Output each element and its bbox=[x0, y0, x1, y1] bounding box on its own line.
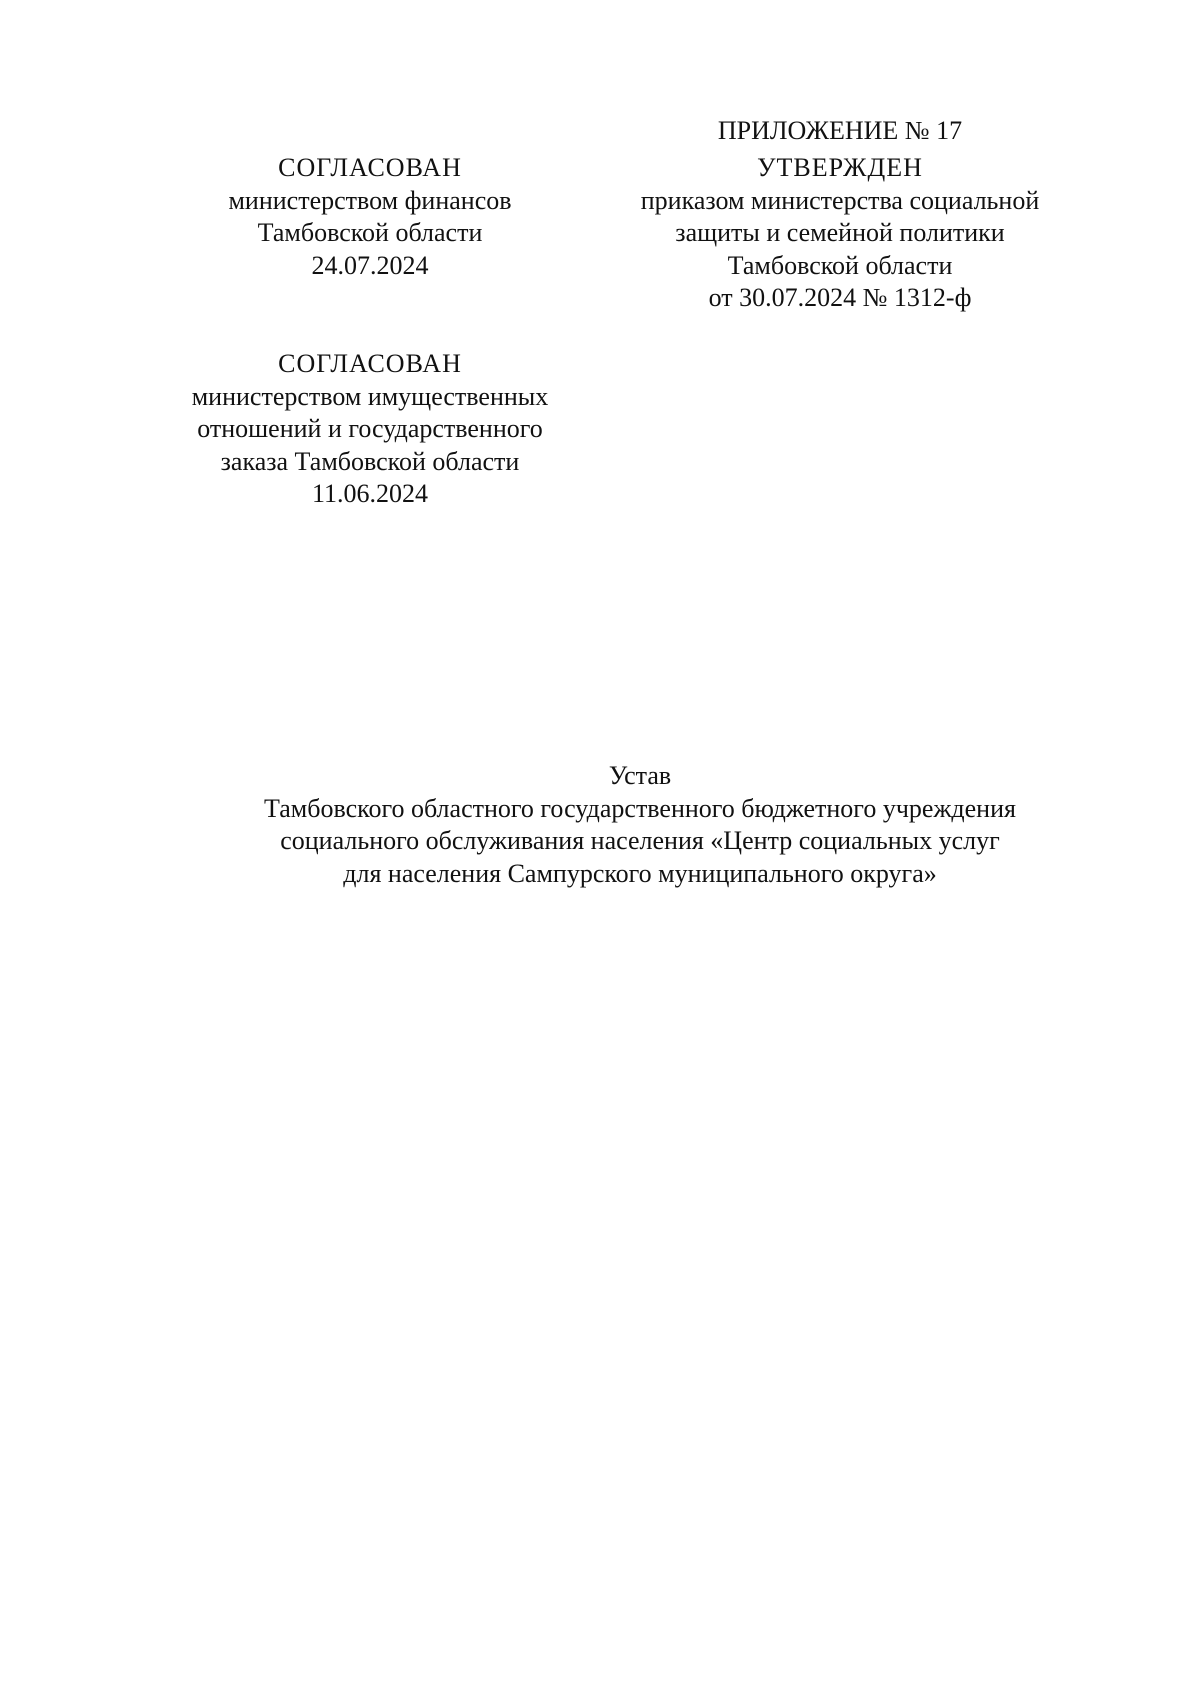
approved-stamp bbox=[560, 152, 1120, 315]
agreed-property-stamp bbox=[160, 348, 580, 511]
appendix-label: ПРИЛОЖЕНИЕ № 17 bbox=[717, 116, 963, 145]
agreed-finance-stamp bbox=[200, 152, 540, 282]
agreed-property-line: министерством имущественных bbox=[191, 381, 549, 411]
agreed-property-line: отношений и государственного bbox=[197, 414, 543, 443]
agreed-property-heading: СОГЛАСОВАН bbox=[278, 349, 462, 378]
approved-line: приказом министерства социальной bbox=[640, 185, 1040, 215]
appendix-block bbox=[560, 115, 1120, 148]
approved-order-line: от 30.07.2024 № 1312-ф bbox=[708, 283, 972, 312]
charter-subtitle-line: социального обслуживания населения «Центр социальных услуг bbox=[280, 826, 1000, 855]
agreed-finance-date: 24.07.2024 bbox=[311, 250, 429, 280]
charter-subtitle-line: для населения Сампурского муниципального округа» bbox=[343, 858, 937, 888]
charter-title-block bbox=[120, 760, 1160, 890]
agreed-property-line: заказа Тамбовской области bbox=[220, 446, 520, 476]
charter-subtitle-line: Тамбовского областного государственного бюджетного учреждения bbox=[264, 793, 1016, 823]
approved-heading: УТВЕРЖДЕН bbox=[757, 153, 923, 182]
charter-title: Устав bbox=[608, 761, 672, 790]
agreed-finance-line: Тамбовской области bbox=[257, 218, 483, 247]
agreed-finance-heading: СОГЛАСОВАН bbox=[278, 153, 462, 182]
agreed-finance-line: министерством финансов bbox=[228, 185, 512, 215]
approved-line: защиты и семейной политики bbox=[675, 218, 1005, 247]
agreed-property-date: 11.06.2024 bbox=[311, 479, 429, 508]
approved-line: Тамбовской области bbox=[727, 250, 953, 280]
